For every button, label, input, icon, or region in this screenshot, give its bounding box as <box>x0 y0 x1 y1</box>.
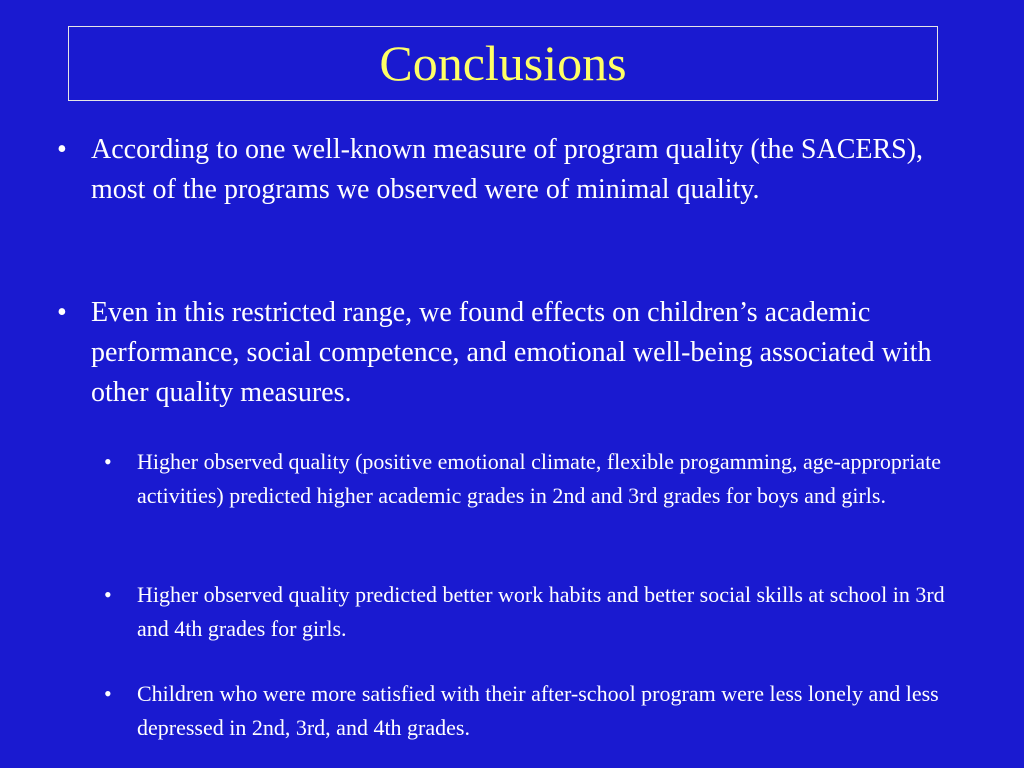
sub-bullet-text: Higher observed quality (positive emotional climate, flexible progamming, age-appropriate activities) predicted higher academic grades in 2nd and 3rd grades for boys and girls. <box>137 449 941 508</box>
sub-bullet-marker: • <box>104 582 112 607</box>
bullet-marker: • <box>57 297 67 328</box>
bullet-text: According to one well-known measure of program quality (the SACERS), most of the programs we observed were of minimal quality. <box>91 134 924 205</box>
sub-bullet-text: Higher observed quality predicted better work habits and better social skills at school in 3rd and 4th grades for girls. <box>137 582 945 641</box>
slide-title-box <box>68 26 938 101</box>
bullet-marker: • <box>57 134 67 165</box>
sub-bullet-text: Children who were more satisfied with their after-school program were less lonely and less depressed in 2nd, 3rd, and 4th grades. <box>137 681 939 740</box>
bullet-text: Even in this restricted range, we found effects on children’s academic performance, social competence, and emotional well-being associated with other quality measures. <box>91 297 932 408</box>
slide-title: Conclusions <box>379 34 627 91</box>
sub-bullet-marker: • <box>104 449 112 474</box>
sub-bullet-marker: • <box>104 681 112 706</box>
